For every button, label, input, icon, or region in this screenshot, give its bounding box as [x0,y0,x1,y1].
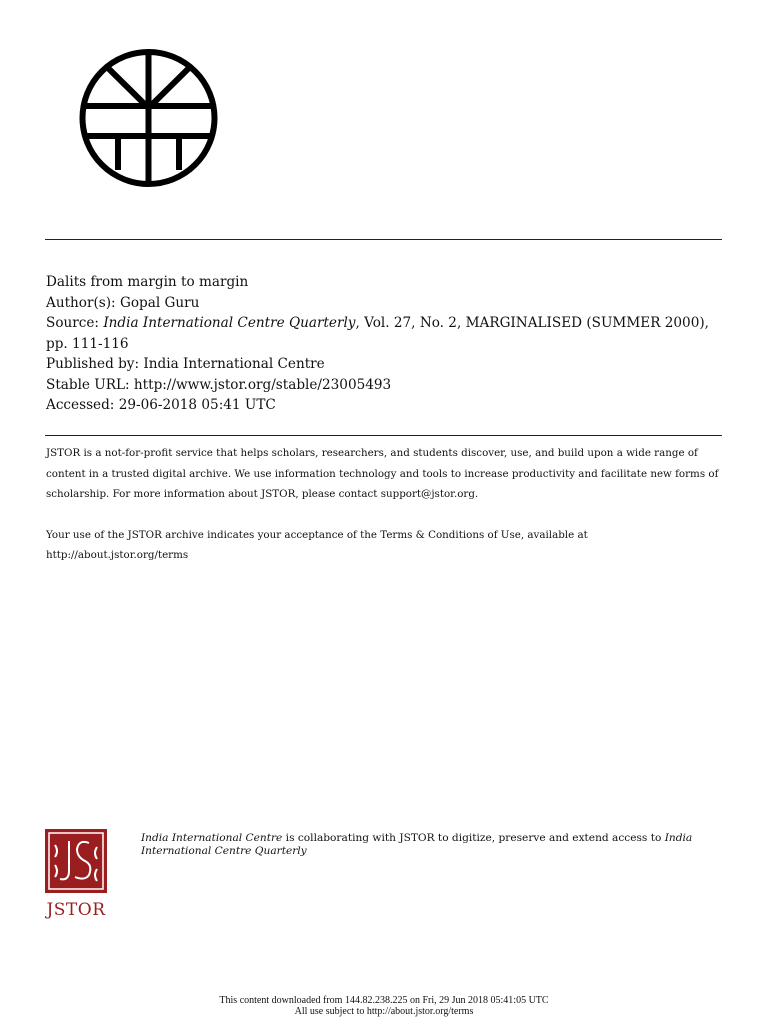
download-footer [0,995,768,1017]
author-line [46,293,722,314]
collaboration-statement [141,832,721,858]
jstor-emblem-icon [45,829,107,893]
jstor-logo [45,829,107,920]
stable-url-line [46,375,722,396]
publisher-line [46,354,722,375]
jstor-wordmark: JSTOR [46,900,106,920]
footer-download-line: This content downloaded from 144.82.238.225 on Fri, 29 Jun 2018 05:41:05 UTC [219,995,549,1006]
collab-journal: India International Centre Quarterly [141,832,693,857]
source-line [46,313,722,354]
top-divider [45,239,722,240]
author-label: Author(s): [46,294,120,311]
accessed-date: 29-06-2018 05:41 UTC [118,397,276,413]
stable-url-link[interactable]: http://www.jstor.org/stable/23005493 [133,376,392,393]
collab-partner: India International Centre [141,832,283,844]
journal-name: India International Centre Quarterly [103,315,356,331]
publisher-name: India International Centre [143,356,325,372]
publisher-globe-logo [76,44,221,192]
stable-url-label: Stable URL: [46,376,134,393]
jstor-about-paragraph: JSTOR is a not-for-profit service that helps scholars, researchers, and students discover, use, and build upon a wide range of content in a trusted digital archive. We use information technology and tools to increase productivity and facilitate new forms of scholarship. For more information about JSTOR, please contact support@jstor.org. [46,447,719,501]
collab-text: is collaborating with JSTOR to digitize, preserve and extend access to [282,832,665,844]
source-details: , Vol. 27, No. 2, MARGINALISED (SUMMER 2000), pp. 111-116 [46,315,709,352]
accessed-label: Accessed: [46,397,119,413]
footer-terms-line: All use subject to http://about.jstor.org/terms [294,1006,474,1017]
accessed-line [46,395,722,416]
terms-paragraph: Your use of the JSTOR archive indicates your acceptance of the Terms & Conditions of Use, available at http://about.jstor.org/terms [46,528,588,562]
publisher-label: Published by: [46,356,144,372]
author-name: Gopal Guru [119,294,200,311]
article-title: Dalits from margin to margin [46,274,249,290]
article-metadata [46,272,722,416]
jstor-notice [46,443,722,566]
middle-divider [45,435,722,436]
source-label: Source: [46,315,104,331]
